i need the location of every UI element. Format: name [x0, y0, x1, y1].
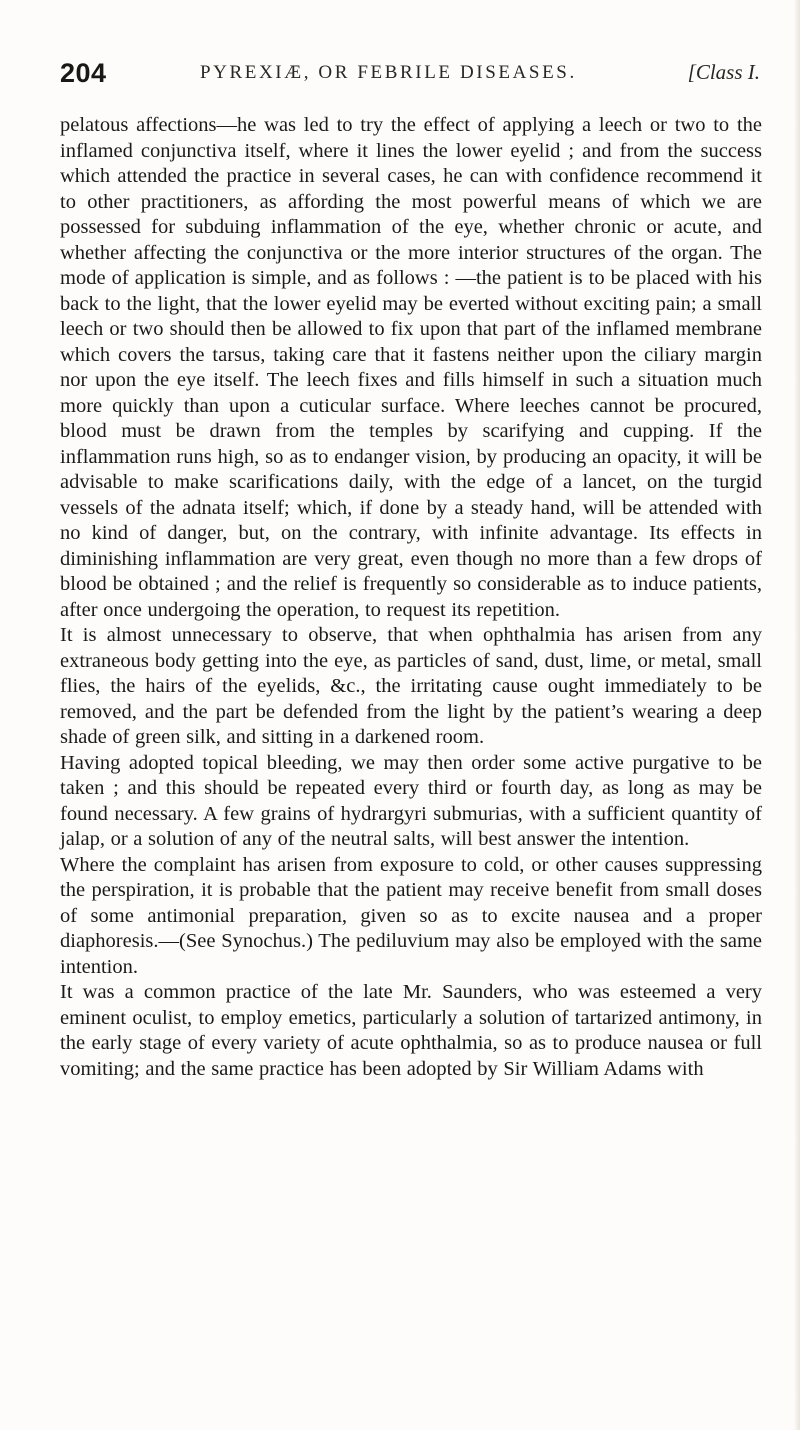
running-head: PYREXIÆ, OR FEBRILE DISEASES. — [200, 62, 577, 83]
page-number: 204 — [60, 58, 107, 88]
paragraph: pelatous affections—he was led to try the effect of applying a leech or two to the inflamed conjunctiva itself, where it lines the lower eyelid ; and from the success which attended the practice in several cases, he can with confidence recommend it to other practitioners, as affording the most powerful means of which we are possessed for subduing inflammation of the eye, whether chronic or acute, and whether affecting the conjunctiva or the more interior structures of the organ. The mode of application is simple, and as follows : —the patient is to be placed with his back to the light, that the lower eyelid may be everted without exciting pain; a small leech or two should then be allowed to fix upon that part of the inflamed membrane which covers the tarsus, taking care that it fastens neither upon the ciliary margin nor upon the eye itself. The leech fixes and fills himself in such a situation much more quickly than upon a cuticular surface. Where leeches cannot be procured, blood must be drawn from the temples by scarifying and cupping. If the inflammation runs high, so as to endanger vision, by producing an opacity, it will be advisable to make scarifications daily, with the edge of a lancet, on the turgid vessels of the adnata itself; which, if done by a steady hand, will be attended with no kind of danger, but, on the contrary, with infinite advantage. Its effects in diminishing inflammation are very great, even though no more than a few drops of blood be obtained ; and the relief is frequently so considerable as to induce patients, after once undergoing the operation, to request its repetition. — [60, 114, 762, 621]
page-edge-shadow — [794, 0, 800, 1430]
paragraph: It is almost unnecessary to observe, that when ophthalmia has arisen from any extraneous body getting into the eye, as particles of sand, dust, lime, or metal, small flies, the hairs of the eyelids, &c., the irritating cause ought immediately to be removed, and the part be defended from the light by the patient’s wearing a deep shade of green silk, and sitting in a darkened room. — [60, 624, 762, 748]
paragraph: Having adopted topical bleeding, we may then order some active purgative to be taken ; and this should be repeated every third or fourth day, as long as may be found necessary. A few grains of hydrargyri submurias, with a sufficient quantity of jalap, or a solution of any of the neutral salts, will best answer the intention. — [60, 751, 762, 850]
class-label: [Class I. — [687, 60, 760, 84]
page-header — [60, 58, 760, 98]
paragraph: It was a common practice of the late Mr. Saunders, who was esteemed a very eminent oculist, to employ emetics, particularly a solution of tartarized antimony, in the early stage of every variety of acute ophthalmia, so as to produce nausea or full vomiting; and the same practice has been adopted by Sir William Adams with — [60, 981, 762, 1080]
body-text — [60, 113, 762, 1082]
paragraph: Where the complaint has arisen from exposure to cold, or other causes suppressing the perspiration, it is probable that the patient may receive benefit from small doses of some antimonial preparation, given so as to excite nausea and a proper diaphoresis.—(See Synochus.) The pediluvium may also be employed with the same intention. — [60, 853, 762, 978]
